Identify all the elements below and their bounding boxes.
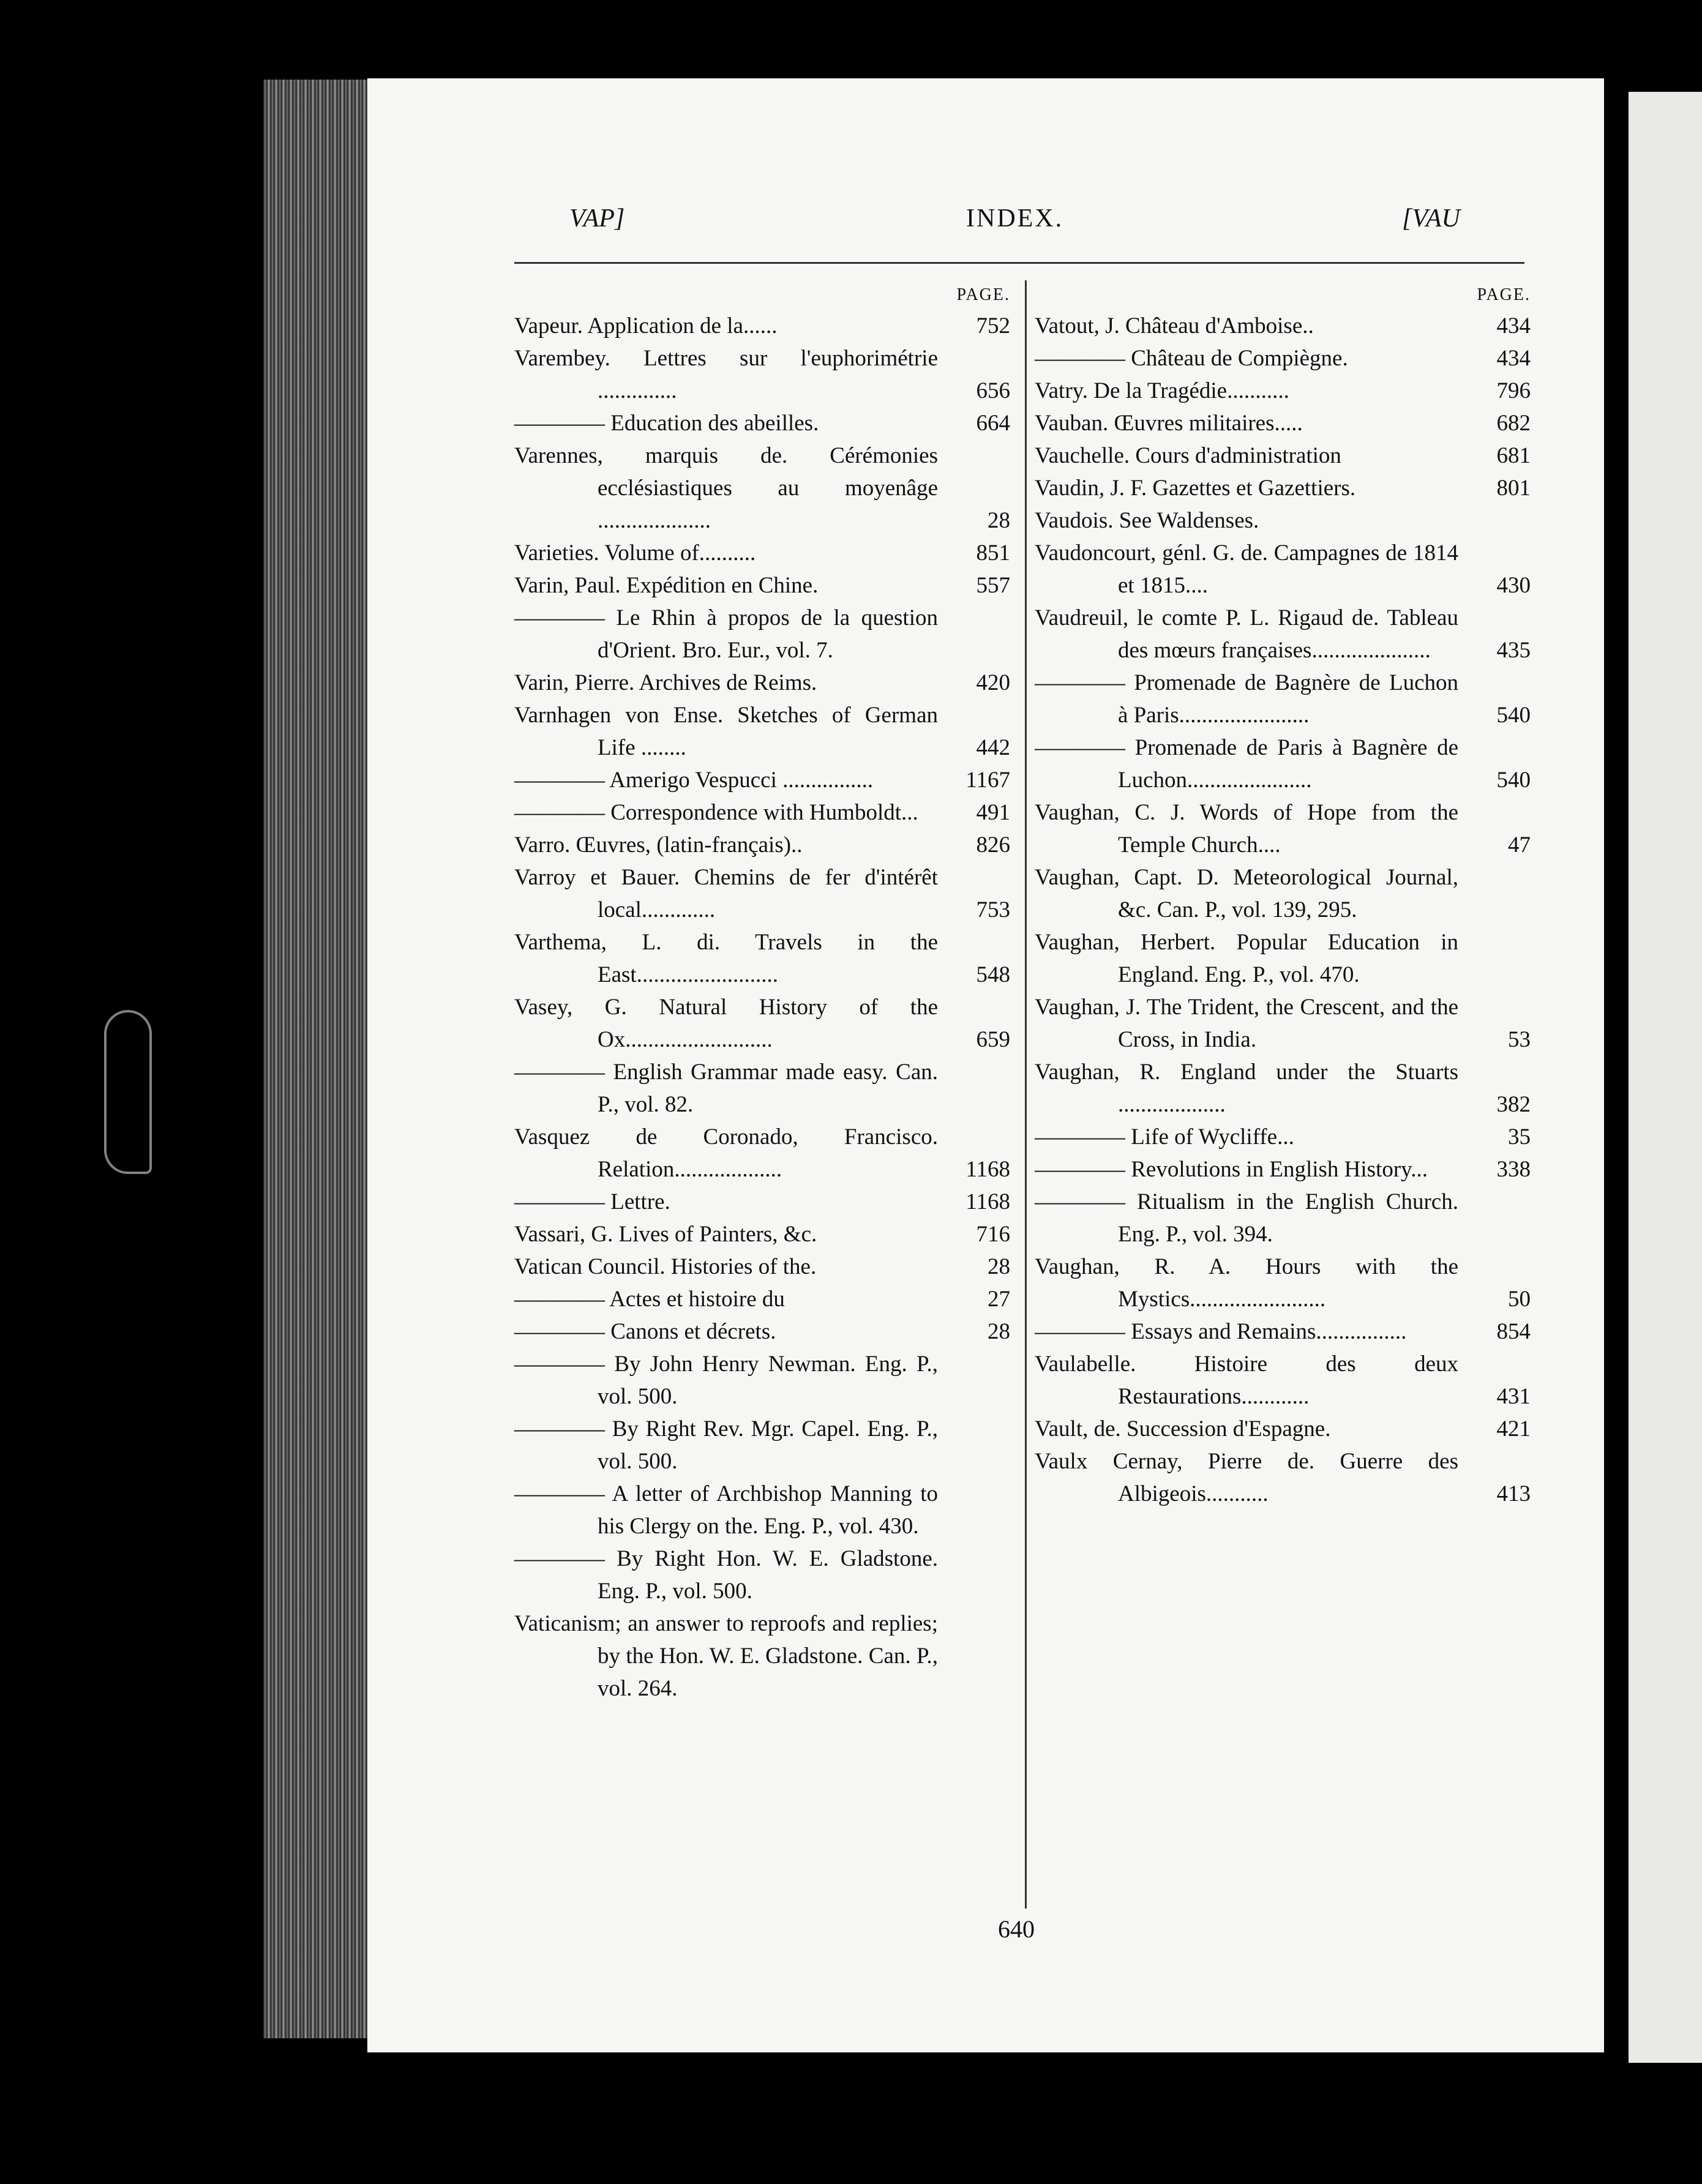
- header-rule: [514, 262, 1524, 264]
- entry-text: ———— By Right Hon. W. E. Gladstone. Eng. P., vol. 500.: [514, 1546, 938, 1604]
- entry-page-number: 540: [1496, 768, 1531, 793]
- index-entry: [1035, 537, 1531, 602]
- index-column-right: [1035, 280, 1531, 1510]
- index-entry: [514, 829, 1010, 861]
- entry-page-number: 851: [976, 540, 1010, 566]
- entry-text: Vaughan, Herbert. Popular Education in England. Eng. P., vol. 470.: [1035, 930, 1458, 987]
- entry-text: Vaulx Cernay, Pierre de. Guerre des Albigeois...........: [1035, 1449, 1458, 1506]
- entry-page-number: 430: [1496, 573, 1531, 598]
- index-entry: [1035, 1445, 1531, 1510]
- entry-page-number: 826: [976, 832, 1010, 858]
- index-entry: [1035, 439, 1531, 472]
- entry-text: ———— Canons et décrets.: [514, 1319, 776, 1344]
- entry-text: Vaughan, Capt. D. Meteorological Journal, &c. Can. P., vol. 139, 295.: [1035, 865, 1458, 922]
- entry-page-number: 682: [1496, 411, 1531, 436]
- entry-text: Varieties. Volume of..........: [514, 540, 756, 566]
- page-label: PAGE.: [956, 285, 1010, 304]
- entry-text: Vaughan, C. J. Words of Hope from the Temple Church....: [1035, 800, 1458, 858]
- index-entry: [514, 1348, 1010, 1413]
- entry-page-number: 752: [976, 313, 1010, 338]
- index-entry: [514, 1607, 1010, 1705]
- entry-text: ———— A letter of Archbishop Manning to his Clergy on the. Eng. P., vol. 430.: [514, 1481, 938, 1539]
- index-entry: [514, 1218, 1010, 1251]
- index-entry: [514, 861, 1010, 926]
- entry-page-number: 540: [1496, 703, 1531, 728]
- entry-list-left: [514, 310, 1010, 1705]
- entry-text: Vaudois. See Waldenses.: [1035, 508, 1259, 533]
- index-entry: [1035, 472, 1531, 504]
- index-entry: [514, 926, 1010, 991]
- entry-page-number: 431: [1496, 1384, 1531, 1409]
- index-entry: [514, 1121, 1010, 1186]
- entry-page-number: 35: [1508, 1124, 1531, 1150]
- index-entry: [1035, 861, 1531, 926]
- index-entry: [514, 1186, 1010, 1218]
- entry-text: Vaughan, R. England under the Stuarts ...................: [1035, 1060, 1458, 1117]
- entry-page-number: 659: [976, 1027, 1010, 1052]
- entry-text: Vatout, J. Château d'Amboise..: [1035, 313, 1314, 338]
- index-entry: [514, 1056, 1010, 1121]
- index-entry: [514, 1283, 1010, 1315]
- entry-page-number: 434: [1496, 346, 1531, 371]
- entry-text: ———— Promenade de Bagnère de Luchon à Paris.......................: [1035, 670, 1458, 728]
- index-entry: [514, 1251, 1010, 1283]
- entry-text: ———— Amerigo Vespucci ................: [514, 768, 874, 793]
- entry-page-number: 681: [1496, 443, 1531, 468]
- entry-page-number: 28: [988, 1254, 1010, 1279]
- entry-text: Vauchelle. Cours d'administration: [1035, 443, 1341, 468]
- entry-text: ———— Ritualism in the English Church. Eng. P., vol. 394.: [1035, 1189, 1458, 1247]
- entry-page-number: 50: [1508, 1287, 1531, 1312]
- index-entry: [514, 764, 1010, 796]
- index-entry: [1035, 1121, 1531, 1153]
- index-entry: [1035, 310, 1531, 342]
- ink-mark: [104, 1010, 152, 1174]
- book-page-edges: [263, 80, 367, 2038]
- entry-page-number: 434: [1496, 313, 1531, 338]
- index-entry: [1035, 796, 1531, 861]
- entry-text: Vault, de. Succession d'Espagne.: [1035, 1416, 1331, 1442]
- entry-page-number: 338: [1496, 1157, 1531, 1182]
- entry-text: Vasquez de Coronado, Francisco. Relation...................: [514, 1124, 938, 1182]
- index-entry: [1035, 342, 1531, 375]
- entry-list-right: [1035, 310, 1531, 1510]
- header-left: VAP]: [569, 204, 625, 233]
- entry-page-number: 664: [976, 411, 1010, 436]
- entry-text: Vaudreuil, le comte P. L. Rigaud de. Tableau des mœurs françaises.....................: [1035, 605, 1458, 663]
- page-label: PAGE.: [1477, 285, 1531, 304]
- entry-text: ———— Lettre.: [514, 1189, 670, 1214]
- index-entry: [514, 439, 1010, 537]
- entry-page-number: 420: [976, 670, 1010, 695]
- entry-text: ———— Le Rhin à propos de la question d'Orient. Bro. Eur., vol. 7.: [514, 605, 938, 663]
- entry-text: ———— Château de Compiègne.: [1035, 346, 1348, 371]
- entry-page-number: 421: [1496, 1416, 1531, 1442]
- entry-page-number: 27: [988, 1287, 1010, 1312]
- index-entry: [514, 310, 1010, 342]
- book-page: [367, 78, 1604, 2052]
- index-entry: [1035, 407, 1531, 439]
- entry-text: Varin, Pierre. Archives de Reims.: [514, 670, 817, 695]
- index-entry: [1035, 375, 1531, 407]
- entry-text: Vatican Council. Histories of the.: [514, 1254, 817, 1279]
- entry-page-number: 796: [1496, 378, 1531, 403]
- index-entry: [514, 537, 1010, 569]
- entry-page-number: 716: [976, 1222, 1010, 1247]
- entry-page-number: 413: [1496, 1481, 1531, 1506]
- running-header: [367, 204, 1604, 253]
- index-entry: [1035, 926, 1531, 991]
- entry-text: Vaulabelle. Histoire des deux Restaurations............: [1035, 1352, 1458, 1409]
- entry-page-number: 854: [1496, 1319, 1531, 1344]
- entry-page-number: 28: [988, 508, 1010, 533]
- entry-page-number: 557: [976, 573, 1010, 598]
- entry-text: Vasey, G. Natural History of the Ox..........................: [514, 995, 938, 1052]
- entry-text: ———— Promenade de Paris à Bagnère de Luchon......................: [1035, 735, 1458, 793]
- index-entry: [514, 1413, 1010, 1478]
- index-entry: [514, 1478, 1010, 1543]
- index-entry: [1035, 504, 1531, 537]
- entry-text: Vaudin, J. F. Gazettes et Gazettiers.: [1035, 476, 1356, 501]
- index-entry: [514, 602, 1010, 667]
- index-entry: [514, 991, 1010, 1056]
- index-entry: [1035, 991, 1531, 1056]
- entry-text: Varroy et Bauer. Chemins de fer d'intérêt local.............: [514, 865, 938, 922]
- entry-text: Vaughan, J. The Trident, the Crescent, and the Cross, in India.: [1035, 995, 1458, 1052]
- entry-text: Vaughan, R. A. Hours with the Mystics........................: [1035, 1254, 1458, 1312]
- index-entry: [1035, 1315, 1531, 1348]
- index-entry: [1035, 1056, 1531, 1121]
- entry-page-number: 801: [1496, 476, 1531, 501]
- index-entry: [514, 407, 1010, 439]
- entry-page-number: 656: [976, 378, 1010, 403]
- index-entry: [1035, 1186, 1531, 1251]
- entry-text: ———— Education des abeilles.: [514, 411, 819, 436]
- entry-page-number: 1168: [965, 1157, 1010, 1182]
- facing-page-edge: [1629, 92, 1702, 2063]
- entry-text: ———— Correspondence with Humboldt...: [514, 800, 918, 825]
- index-entry: [1035, 1153, 1531, 1186]
- entry-text: ———— English Grammar made easy. Can. P., vol. 82.: [514, 1060, 938, 1117]
- entry-text: ———— By Right Rev. Mgr. Capel. Eng. P., vol. 500.: [514, 1416, 938, 1474]
- column-divider: [1025, 280, 1027, 1909]
- index-entry: [1035, 1251, 1531, 1315]
- entry-text: Vatry. De la Tragédie...........: [1035, 378, 1289, 403]
- entry-text: Varro. Œuvres, (latin-français)..: [514, 832, 803, 858]
- entry-text: Vapeur. Application de la......: [514, 313, 778, 338]
- index-entry: [1035, 602, 1531, 667]
- entry-text: Varembey. Lettres sur l'euphorimétrie ..............: [514, 346, 938, 403]
- entry-text: ———— Actes et histoire du: [514, 1287, 785, 1312]
- page-number: 640: [998, 1915, 1035, 1943]
- index-entry: [1035, 1348, 1531, 1413]
- entry-page-number: 491: [976, 800, 1010, 825]
- index-column-left: [514, 280, 1010, 1705]
- index-entry: [514, 342, 1010, 407]
- entry-text: ———— Essays and Remains................: [1035, 1319, 1407, 1344]
- entry-text: Vassari, G. Lives of Painters, &c.: [514, 1222, 817, 1247]
- index-entry: [1035, 1413, 1531, 1445]
- index-entry: [514, 569, 1010, 602]
- index-entry: [514, 699, 1010, 764]
- entry-page-number: 53: [1508, 1027, 1531, 1052]
- header-title: INDEX.: [966, 204, 1064, 233]
- entry-text: Varthema, L. di. Travels in the East.........................: [514, 930, 938, 987]
- entry-text: ———— Life of Wycliffe...: [1035, 1124, 1294, 1150]
- entry-page-number: 1168: [965, 1189, 1010, 1214]
- entry-page-number: 28: [988, 1319, 1010, 1344]
- index-entry: [514, 796, 1010, 829]
- entry-text: Varnhagen von Ense. Sketches of German Life ........: [514, 703, 938, 760]
- index-entry: [1035, 667, 1531, 731]
- entry-text: ———— By John Henry Newman. Eng. P., vol. 500.: [514, 1352, 938, 1409]
- index-entry: [514, 667, 1010, 699]
- entry-page-number: 753: [976, 897, 1010, 922]
- entry-page-number: 548: [976, 962, 1010, 987]
- entry-page-number: 1167: [965, 768, 1010, 793]
- entry-page-number: 47: [1508, 832, 1531, 858]
- header-right: [VAU: [1402, 204, 1460, 233]
- entry-text: Vauban. Œuvres militaires.....: [1035, 411, 1303, 436]
- entry-text: Varin, Paul. Expédition en Chine.: [514, 573, 819, 598]
- entry-text: Varennes, marquis de. Cérémonies ecclésiastiques au moyenâge ....................: [514, 443, 938, 533]
- index-entry: [514, 1315, 1010, 1348]
- entry-page-number: 442: [976, 735, 1010, 760]
- index-entry: [514, 1543, 1010, 1607]
- entry-page-number: 435: [1496, 638, 1531, 663]
- index-entry: [1035, 731, 1531, 796]
- entry-text: Vaticanism; an answer to reproofs and replies; by the Hon. W. E. Gladstone. Can. P., vol. 264.: [514, 1611, 938, 1701]
- entry-text: Vaudoncourt, génl. G. de. Campagnes de 1814 et 1815....: [1035, 540, 1458, 598]
- entry-page-number: 382: [1496, 1092, 1531, 1117]
- entry-text: ———— Revolutions in English History...: [1035, 1157, 1428, 1182]
